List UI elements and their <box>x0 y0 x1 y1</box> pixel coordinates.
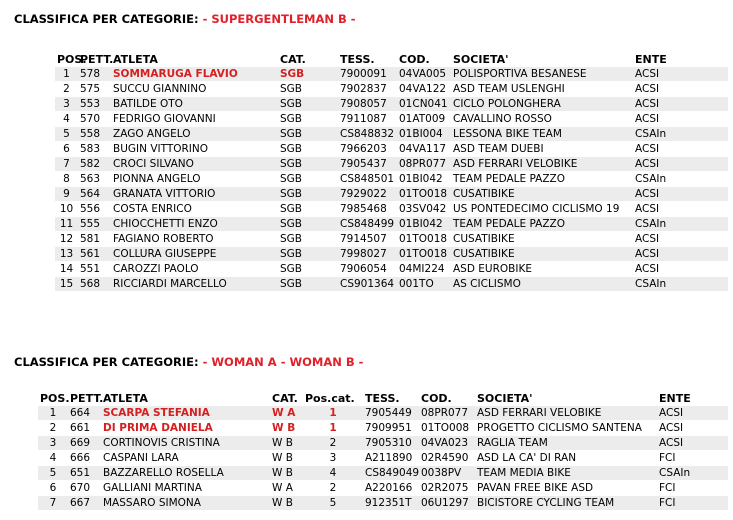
cell-pos: 7 <box>55 157 78 172</box>
cell-pos: 3 <box>55 97 78 112</box>
cell-cod: 02R2075 <box>419 481 475 496</box>
cell-cat: SGB <box>278 217 338 232</box>
cell-atleta: GRANATA VITTORIO <box>111 187 278 202</box>
cell-cat: W B <box>270 436 303 451</box>
cell-ente: ACSI <box>633 97 728 112</box>
cell-societa: CUSATIBIKE <box>451 187 633 202</box>
cell-societa: ASD TEAM DUEBI <box>451 142 633 157</box>
cell-pos: 13 <box>55 247 78 262</box>
cell-societa: ASD FERRARI VELOBIKE <box>475 406 657 421</box>
cell-tess: CS848499 <box>338 217 397 232</box>
table-row <box>55 97 728 112</box>
cell-pett: 651 <box>68 466 101 481</box>
cell-tess: CS848832 <box>338 127 397 142</box>
header-cod: COD. <box>421 392 452 405</box>
table-row <box>55 277 728 292</box>
cell-tess: 7905449 <box>363 406 419 421</box>
table-row <box>55 262 728 277</box>
cell-ente: ACSI <box>657 421 728 436</box>
cell-cat: SGB <box>278 142 338 157</box>
cell-pos: 11 <box>55 217 78 232</box>
cell-cat: W B <box>270 496 303 511</box>
cell-societa: CICLO POLONGHERA <box>451 97 633 112</box>
table-row <box>38 406 728 421</box>
header-tess: TESS. <box>340 53 375 66</box>
cell-pos: 8 <box>55 172 78 187</box>
cell-pos: 2 <box>38 421 68 436</box>
section1-results-table <box>55 53 728 291</box>
cell-pett: 551 <box>78 262 111 277</box>
section1-header-row <box>55 53 728 67</box>
header-cat: CAT. <box>272 392 298 405</box>
cell-cat: SGB <box>278 112 338 127</box>
header-societa: SOCIETA' <box>453 53 509 66</box>
table-row <box>55 172 728 187</box>
cell-tess: 912351T <box>363 496 419 511</box>
cell-pett: 670 <box>68 481 101 496</box>
cell-poscat: 2 <box>303 436 363 451</box>
cell-pos: 7 <box>38 496 68 511</box>
cell-ente: CSAIn <box>657 466 728 481</box>
table-row <box>38 451 728 466</box>
cell-tess: A211890 <box>363 451 419 466</box>
cell-tess: 7902837 <box>338 82 397 97</box>
cell-pos: 4 <box>38 451 68 466</box>
cell-societa: PROGETTO CICLISMO SANTENA <box>475 421 657 436</box>
cell-pos: 10 <box>55 202 78 217</box>
cell-cod: 06U1297 <box>419 496 475 511</box>
cell-cod: 01CN041 <box>397 97 451 112</box>
cell-tess: 7905437 <box>338 157 397 172</box>
table-row <box>55 247 728 262</box>
cell-tess: 7900091 <box>338 67 397 82</box>
table-row <box>55 217 728 232</box>
cell-societa: TEAM PEDALE PAZZO <box>451 217 633 232</box>
header-atleta: ATLETA <box>113 53 158 66</box>
cell-cod: 03SV042 <box>397 202 451 217</box>
cell-societa: AS CICLISMO <box>451 277 633 292</box>
cell-ente: ACSI <box>633 202 728 217</box>
cell-pett: 667 <box>68 496 101 511</box>
cell-atleta: BAZZARELLO ROSELLA <box>101 466 270 481</box>
section1-title-prefix: CLASSIFICA PER CATEGORIE: <box>14 12 203 26</box>
cell-atleta: CORTINOVIS CRISTINA <box>101 436 270 451</box>
cell-cod: 01TO018 <box>397 247 451 262</box>
table-row <box>55 142 728 157</box>
cell-cod: 08PR077 <box>419 406 475 421</box>
table-row <box>55 157 728 172</box>
cell-ente: FCI <box>657 481 728 496</box>
cell-atleta: CASPANI LARA <box>101 451 270 466</box>
cell-cat: SGB <box>278 157 338 172</box>
cell-cod: 01AT009 <box>397 112 451 127</box>
section2-title <box>14 355 363 369</box>
cell-ente: ACSI <box>657 406 728 421</box>
cell-cod: 08PR077 <box>397 157 451 172</box>
header-cat: CAT. <box>280 53 306 66</box>
cell-poscat: 3 <box>303 451 363 466</box>
cell-pett: 661 <box>68 421 101 436</box>
cell-societa: CUSATIBIKE <box>451 232 633 247</box>
cell-cat: W B <box>270 421 303 436</box>
table-row <box>55 82 728 97</box>
cell-atleta: SUCCU GIANNINO <box>111 82 278 97</box>
cell-cod: 04VA122 <box>397 82 451 97</box>
cell-atleta: CHIOCCHETTI ENZO <box>111 217 278 232</box>
cell-pett: 581 <box>78 232 111 247</box>
cell-pett: 575 <box>78 82 111 97</box>
cell-pos: 1 <box>38 406 68 421</box>
table-row <box>55 127 728 142</box>
cell-societa: ASD LA CA' DI RAN <box>475 451 657 466</box>
header-pett: PETT. <box>70 392 104 405</box>
cell-cod: 01TO008 <box>419 421 475 436</box>
cell-atleta: BUGIN VITTORINO <box>111 142 278 157</box>
section2-results-table <box>38 392 728 510</box>
cell-pett: 664 <box>68 406 101 421</box>
cell-atleta: RICCIARDI MARCELLO <box>111 277 278 292</box>
cell-cat: SGB <box>278 97 338 112</box>
cell-tess: CS848501 <box>338 172 397 187</box>
cell-tess: 7998027 <box>338 247 397 262</box>
cell-cod: 04VA023 <box>419 436 475 451</box>
cell-ente: FCI <box>657 496 728 511</box>
cell-pett: 568 <box>78 277 111 292</box>
section2-header-row <box>38 392 728 406</box>
section1-title-category: - SUPERGENTLEMAN B - <box>202 12 356 26</box>
cell-cod: 04MI224 <box>397 262 451 277</box>
cell-cod: 0038PV <box>419 466 475 481</box>
cell-atleta: GALLIANI MARTINA <box>101 481 270 496</box>
cell-atleta: MASSARO SIMONA <box>101 496 270 511</box>
cell-cat: W B <box>270 451 303 466</box>
cell-cod: 02R4590 <box>419 451 475 466</box>
section2-title-category: - WOMAN A - WOMAN B - <box>202 355 364 369</box>
cell-societa: US PONTEDECIMO CICLISMO 19 <box>451 202 633 217</box>
cell-cat: W A <box>270 481 303 496</box>
cell-cat: SGB <box>278 67 338 82</box>
cell-poscat: 2 <box>303 481 363 496</box>
cell-pos: 5 <box>38 466 68 481</box>
cell-ente: CSAIn <box>633 217 728 232</box>
cell-atleta: FAGIANO ROBERTO <box>111 232 278 247</box>
cell-societa: LESSONA BIKE TEAM <box>451 127 633 142</box>
cell-cod: 04VA005 <box>397 67 451 82</box>
header-pett: PETT. <box>80 53 114 66</box>
cell-tess: 7911087 <box>338 112 397 127</box>
header-societa: SOCIETA' <box>477 392 533 405</box>
cell-ente: ACSI <box>633 232 728 247</box>
header-pos: POS. <box>40 392 70 405</box>
cell-pos: 15 <box>55 277 78 292</box>
table-row <box>38 421 728 436</box>
cell-tess: CS901364 <box>338 277 397 292</box>
header-ente: ENTE <box>635 53 667 66</box>
cell-ente: ACSI <box>633 187 728 202</box>
cell-atleta: SCARPA STEFANIA <box>101 406 270 421</box>
cell-societa: POLISPORTIVA BESANESE <box>451 67 633 82</box>
cell-societa: TEAM MEDIA BIKE <box>475 466 657 481</box>
cell-pett: 582 <box>78 157 111 172</box>
cell-pos: 6 <box>55 142 78 157</box>
cell-pett: 666 <box>68 451 101 466</box>
cell-tess: 7914507 <box>338 232 397 247</box>
cell-pos: 6 <box>38 481 68 496</box>
cell-atleta: COLLURA GIUSEPPE <box>111 247 278 262</box>
header-poscat: Pos.cat. <box>305 392 355 405</box>
cell-cat: SGB <box>278 232 338 247</box>
cell-ente: CSAIn <box>633 172 728 187</box>
cell-societa: PAVAN FREE BIKE ASD <box>475 481 657 496</box>
cell-atleta: CROCI SILVANO <box>111 157 278 172</box>
table-row <box>38 481 728 496</box>
cell-poscat: 5 <box>303 496 363 511</box>
cell-cod: 01TO018 <box>397 232 451 247</box>
cell-cat: SGB <box>278 127 338 142</box>
table-row <box>55 202 728 217</box>
cell-cat: SGB <box>278 247 338 262</box>
cell-atleta: PIONNA ANGELO <box>111 172 278 187</box>
cell-pett: 556 <box>78 202 111 217</box>
cell-cod: 01TO018 <box>397 187 451 202</box>
cell-cat: W B <box>270 466 303 481</box>
cell-ente: ACSI <box>633 67 728 82</box>
cell-ente: ACSI <box>633 82 728 97</box>
cell-ente: CSAIn <box>633 277 728 292</box>
cell-pett: 578 <box>78 67 111 82</box>
cell-cat: SGB <box>278 82 338 97</box>
header-ente: ENTE <box>659 392 691 405</box>
cell-pos: 12 <box>55 232 78 247</box>
cell-poscat: 4 <box>303 466 363 481</box>
cell-pett: 583 <box>78 142 111 157</box>
section1-title <box>14 12 356 26</box>
table-row <box>38 466 728 481</box>
cell-pett: 558 <box>78 127 111 142</box>
cell-ente: ACSI <box>633 142 728 157</box>
cell-ente: ACSI <box>633 247 728 262</box>
cell-cat: SGB <box>278 277 338 292</box>
cell-pett: 561 <box>78 247 111 262</box>
cell-ente: CSAIn <box>633 127 728 142</box>
table-row <box>55 232 728 247</box>
cell-cod: 04VA117 <box>397 142 451 157</box>
cell-societa: ASD TEAM USLENGHI <box>451 82 633 97</box>
cell-cod: 01BI042 <box>397 172 451 187</box>
cell-cat: SGB <box>278 262 338 277</box>
cell-ente: ACSI <box>657 436 728 451</box>
cell-societa: CAVALLINO ROSSO <box>451 112 633 127</box>
cell-societa: BICISTORE CYCLING TEAM <box>475 496 657 511</box>
cell-tess: 7929022 <box>338 187 397 202</box>
cell-atleta: COSTA ENRICO <box>111 202 278 217</box>
cell-pos: 2 <box>55 82 78 97</box>
cell-atleta: BATILDE OTO <box>111 97 278 112</box>
cell-tess: 7905310 <box>363 436 419 451</box>
header-pos: POS. <box>57 53 87 66</box>
cell-atleta: DI PRIMA DANIELA <box>101 421 270 436</box>
cell-atleta: ZAGO ANGELO <box>111 127 278 142</box>
table-row <box>55 187 728 202</box>
cell-pett: 553 <box>78 97 111 112</box>
cell-tess: 7966203 <box>338 142 397 157</box>
cell-cod: 01BI042 <box>397 217 451 232</box>
cell-cat: SGB <box>278 187 338 202</box>
cell-ente: ACSI <box>633 112 728 127</box>
cell-poscat: 1 <box>303 406 363 421</box>
cell-pos: 9 <box>55 187 78 202</box>
section2-title-prefix: CLASSIFICA PER CATEGORIE: <box>14 355 203 369</box>
cell-tess: A220166 <box>363 481 419 496</box>
table-row <box>55 112 728 127</box>
header-tess: TESS. <box>365 392 400 405</box>
cell-atleta: SOMMARUGA FLAVIO <box>111 67 278 82</box>
table-row <box>55 67 728 82</box>
cell-ente: ACSI <box>633 262 728 277</box>
cell-pett: 555 <box>78 217 111 232</box>
header-atleta: ATLETA <box>103 392 148 405</box>
cell-pos: 4 <box>55 112 78 127</box>
cell-pos: 14 <box>55 262 78 277</box>
cell-pos: 3 <box>38 436 68 451</box>
cell-tess: 7985468 <box>338 202 397 217</box>
cell-societa: TEAM PEDALE PAZZO <box>451 172 633 187</box>
cell-tess: 7906054 <box>338 262 397 277</box>
cell-ente: FCI <box>657 451 728 466</box>
cell-pett: 669 <box>68 436 101 451</box>
cell-cat: SGB <box>278 202 338 217</box>
cell-ente: ACSI <box>633 157 728 172</box>
cell-societa: ASD EUROBIKE <box>451 262 633 277</box>
cell-cod: 001TO <box>397 277 451 292</box>
cell-cod: 01BI004 <box>397 127 451 142</box>
cell-pos: 5 <box>55 127 78 142</box>
cell-tess: 7908057 <box>338 97 397 112</box>
table-row <box>38 496 728 511</box>
cell-tess: CS849049 <box>365 467 419 479</box>
cell-atleta: FEDRIGO GIOVANNI <box>111 112 278 127</box>
cell-pett: 570 <box>78 112 111 127</box>
cell-pett: 563 <box>78 172 111 187</box>
cell-pett: 564 <box>78 187 111 202</box>
cell-pos: 1 <box>55 67 78 82</box>
cell-societa: RAGLIA TEAM <box>475 436 657 451</box>
cell-cat: SGB <box>278 172 338 187</box>
table-row <box>38 436 728 451</box>
cell-societa: ASD FERRARI VELOBIKE <box>451 157 633 172</box>
cell-cat: W A <box>270 406 303 421</box>
cell-atleta: CAROZZI PAOLO <box>111 262 278 277</box>
cell-poscat: 1 <box>303 421 363 436</box>
cell-tess: 7909951 <box>363 421 419 436</box>
header-cod: COD. <box>399 53 430 66</box>
cell-societa: CUSATIBIKE <box>451 247 633 262</box>
